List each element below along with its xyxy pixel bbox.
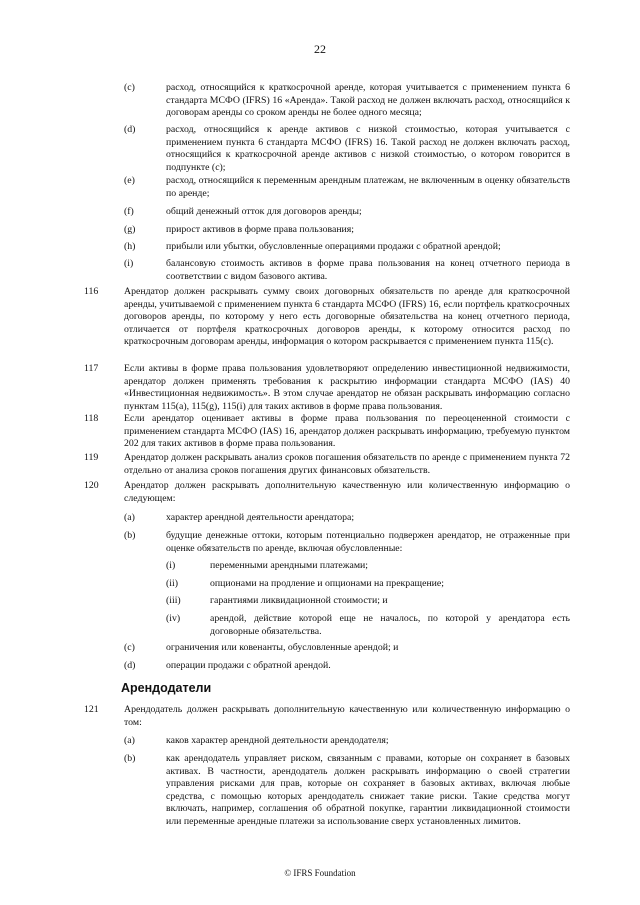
item-label: (i) [166, 560, 176, 571]
item-label: (g) [124, 224, 136, 235]
item-text: гарантиями ликвидационной стоимости; и [210, 595, 388, 606]
page-number: 22 [314, 42, 326, 56]
paragraph-text: Если арендатор оценивает активы в форме права пользования по переоцененной стоимости с применением стандарта МСФО (IAS) 16, арендатор должен раскрывать информацию, требуемую пунктом 202 для таких активов в форме права пользования. [124, 413, 570, 450]
item-text: будущие денежные оттоки, которым потенциально подвержен арендатор, не отраженные при оценке обязательств по аренде, включая обусловленные: [166, 530, 570, 554]
item-text: характер арендной деятельности арендатора; [166, 512, 355, 523]
paragraph-text: Арендодатель должен раскрывать дополнительную качественную или количественную информацию о том: [124, 704, 570, 728]
item-text: арендой, действие которой еще не началось, по которой у арендатора есть договорные обязательства. [210, 613, 570, 637]
item-label: (d) [124, 660, 136, 671]
section-heading: Арендодатели [121, 681, 212, 695]
item-label: (a) [124, 735, 135, 746]
item-label: (f) [124, 206, 134, 217]
paragraph-number: 117 [84, 363, 99, 374]
item-label: (iv) [166, 613, 181, 624]
paragraph-text: Если активы в форме права пользования удовлетворяют определению инвестиционной недвижимости, арендатор должен применять требования к раскрытию информации стандарта МСФО (IAS) 40 «Инвестиционная недвижимость». В этом случае арендатор не обязан раскрывать информацию согласно пунктам 115(а), 115(g), 115(i) для таких активов в форме права пользования. [124, 363, 570, 412]
item-text: операции продажи с обратной арендой. [166, 660, 331, 671]
paragraph-number: 120 [84, 480, 99, 491]
paragraph-text: Арендатор должен раскрывать сумму своих договорных обязательств по аренде для краткосрочной аренды, учитываемой с применением пункта 6 стандарта МСФО (IFRS) 16, если портфель краткосрочных договоров аренды, по которому у него есть договорные обязательства на конец отчетного периода, отличается от портфеля краткосрочных договоров аренды, к которому относится расход по краткосрочным договорам аренды, информация о котором раскрывается с применением пункта 115(с). [124, 286, 570, 348]
item-label: (d) [124, 124, 136, 135]
item-text: балансовую стоимость активов в форме права пользования на конец отчетного периода в соответствии с видом базового актива. [166, 258, 570, 282]
item-label: (ii) [166, 578, 178, 589]
paragraph-number: 118 [84, 413, 99, 424]
item-label: (iii) [166, 595, 181, 606]
item-label: (i) [124, 258, 134, 269]
paragraph-number: 116 [84, 286, 99, 297]
item-text: переменными арендными платежами; [210, 560, 369, 571]
item-text: прирост активов в форме права пользования; [166, 224, 355, 235]
item-text: каков характер арендной деятельности арендодателя; [166, 735, 389, 746]
item-text: опционами на продление и опционами на прекращение; [210, 578, 444, 589]
item-text: общий денежный отток для договоров аренды; [166, 206, 362, 217]
paragraph-text: Арендатор должен раскрывать дополнительную качественную или количественную информацию о следующем: [124, 480, 570, 504]
item-text: расход, относящийся к аренде активов с низкой стоимостью, которая учитывается с применением пункта 6 стандарта МСФО (IFRS) 16. Такой расход не должен включать расход, относящийся к краткосрочной аренде активов с низкой стоимостью, о котором говорится в подпункте (с); [166, 124, 570, 173]
item-text: как арендодатель управляет риском, связанным с правами, которые он сохраняет в базовых активах. В частности, арендодатель должен раскрывать информацию о своей стратегии управления рисками для прав, которые он сохраняет в базовых активах, включая любые средства, с помощью которых арендодатель снижает такие риски. Такие средства могут включать, например, соглашения об обратной покупке, гарантии ликвидационной стоимости или переменные арендные платежи за использование сверх установленных лимитов. [166, 753, 570, 827]
paragraph-number: 119 [84, 452, 99, 463]
paragraph-text: Арендатор должен раскрывать анализ сроков погашения обязательств по аренде с применением пункта 72 отдельно от анализа сроков погашения других финансовых обязательств. [124, 452, 570, 476]
item-label: (b) [124, 530, 136, 541]
item-text: расход, относящийся к переменным арендным платежам, не включенным в оценку обязательств по аренде; [166, 175, 570, 199]
item-label: (c) [124, 642, 135, 653]
item-label: (e) [124, 175, 135, 186]
item-text: ограничения или ковенанты, обусловленные арендой; и [166, 642, 399, 653]
item-label: (h) [124, 241, 136, 252]
item-text: прибыли или убытки, обусловленные операциями продажи с обратной арендой; [166, 241, 501, 252]
item-label: (c) [124, 82, 135, 93]
footer-copyright: © IFRS Foundation [284, 868, 356, 878]
paragraph-number: 121 [84, 704, 99, 715]
item-text: расход, относящийся к краткосрочной аренде, которая учитывается с применением пункта 6 стандарта МСФО (IFRS) 16 «Аренда». Такой расход не должен включать расход, относящийся к договорам аренды со сроком аренды не более одного месяца; [166, 82, 570, 119]
item-label: (b) [124, 753, 136, 764]
item-label: (a) [124, 512, 135, 523]
